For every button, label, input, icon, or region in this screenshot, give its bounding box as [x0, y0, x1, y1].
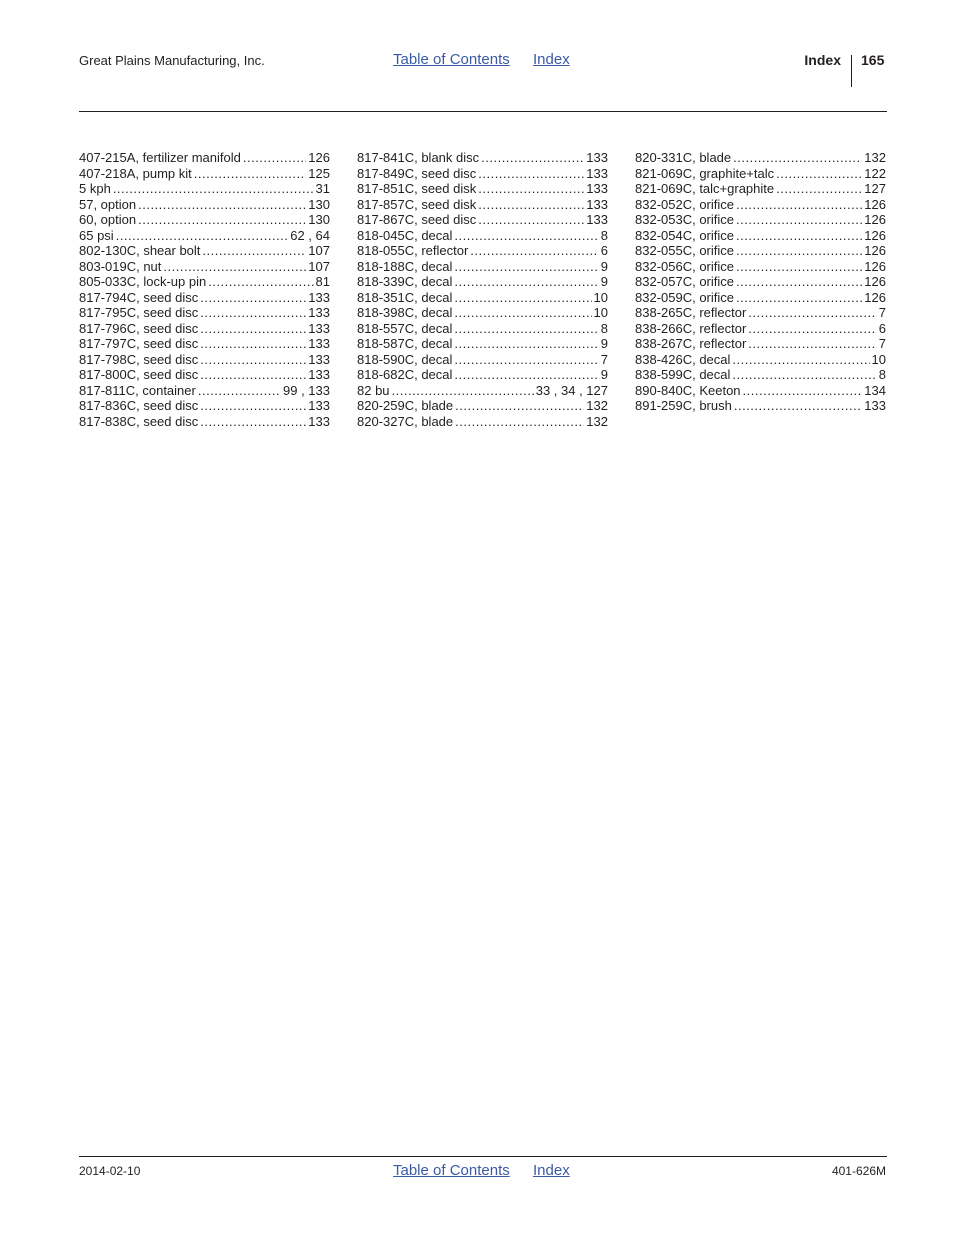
- index-entry-page[interactable]: 133: [308, 398, 330, 413]
- index-entry[interactable]: [79, 166, 330, 182]
- dot-leader: [455, 398, 584, 414]
- index-entry-page[interactable]: 133: [308, 336, 330, 351]
- index-entry-label: 818-590C, decal: [357, 351, 453, 367]
- index-entry[interactable]: [79, 398, 330, 414]
- index-entry-label: 832-056C, orifice: [635, 258, 734, 274]
- index-entry[interactable]: [635, 305, 886, 321]
- index-entry-page[interactable]: 130: [308, 196, 330, 212]
- index-entry-page[interactable]: 126: [864, 196, 886, 212]
- index-entry[interactable]: [635, 321, 886, 337]
- index-entry-page[interactable]: 6: [600, 243, 608, 258]
- index-entry[interactable]: [79, 367, 330, 383]
- index-entry-page[interactable]: 126: [864, 289, 886, 305]
- index-entry-label: 817-796C, seed disc: [79, 320, 199, 336]
- index-column-2: [357, 150, 608, 429]
- page-header: [0, 0, 954, 112]
- index-entry-page[interactable]: 9: [600, 274, 608, 289]
- index-entry[interactable]: [357, 321, 608, 337]
- index-entry-label: 817-794C, seed disc: [79, 289, 199, 305]
- index-entry-page[interactable]: 133: [308, 320, 330, 336]
- index-entry-label: 832-054C, orifice: [635, 227, 734, 243]
- dot-leader: [200, 414, 306, 430]
- index-column-3: [635, 150, 886, 414]
- index-entry-page[interactable]: 7: [878, 336, 886, 351]
- index-entry-page[interactable]: 132: [864, 150, 886, 165]
- dot-leader: [736, 259, 862, 275]
- index-entry[interactable]: [79, 305, 330, 321]
- index-entry-page[interactable]: 133: [308, 305, 330, 320]
- index-entry[interactable]: [635, 383, 886, 399]
- section-title: Index: [804, 52, 841, 68]
- index-entry-label: 5 kph: [79, 181, 111, 196]
- index-entry-page[interactable]: 126: [308, 150, 330, 165]
- index-entry[interactable]: [635, 336, 886, 352]
- index-entry-label: 802-130C, shear bolt: [79, 243, 201, 258]
- header-rule: [79, 111, 887, 112]
- index-entry[interactable]: [357, 259, 608, 275]
- dot-leader: [243, 150, 306, 166]
- index-entry-label: 60, option: [79, 212, 137, 227]
- index-entry-page[interactable]: 125: [308, 165, 330, 181]
- index-entry[interactable]: [357, 274, 608, 290]
- dot-leader: [454, 259, 598, 275]
- index-entry-label: 820-331C, blade: [635, 150, 732, 165]
- footer-rule: [79, 1156, 887, 1157]
- dot-leader: [200, 305, 306, 321]
- index-entry-page[interactable]: 126: [864, 227, 886, 243]
- index-entry[interactable]: [79, 352, 330, 368]
- index-entry[interactable]: [357, 243, 608, 259]
- index-entry-label: 817-841C, blank disc: [357, 150, 480, 165]
- index-entry-label: 832-059C, orifice: [635, 289, 734, 305]
- index-entry-label: 838-265C, reflector: [635, 305, 747, 320]
- index-entry-page[interactable]: 8: [878, 367, 886, 382]
- company-name: Great Plains Manufacturing, Inc.: [79, 53, 265, 68]
- dot-leader: [776, 181, 862, 197]
- index-entry-label: 838-599C, decal: [635, 367, 731, 382]
- dot-leader: [748, 305, 876, 321]
- index-entry[interactable]: [79, 290, 330, 306]
- index-entry[interactable]: [635, 352, 886, 368]
- dot-leader: [736, 228, 862, 244]
- dot-leader: [736, 197, 862, 213]
- dot-leader: [454, 321, 598, 337]
- index-entry-label: 817-795C, seed disc: [79, 305, 199, 320]
- index-entry-page[interactable]: 133: [586, 181, 608, 196]
- index-entry[interactable]: [357, 352, 608, 368]
- dot-leader: [392, 383, 534, 399]
- index-entry[interactable]: [635, 181, 886, 197]
- index-entry[interactable]: [357, 166, 608, 182]
- dot-leader: [202, 243, 306, 259]
- dot-leader: [113, 181, 314, 197]
- index-entry-label: 890-840C, Keeton: [635, 382, 741, 398]
- index-entry-label: 818-055C, reflector: [357, 243, 469, 258]
- index-entry-page[interactable]: 130: [308, 212, 330, 227]
- index-entry-label: 818-188C, decal: [357, 258, 453, 274]
- index-entry[interactable]: [357, 150, 608, 166]
- index-entry-page[interactable]: 7: [878, 305, 886, 320]
- index-entry-label: 407-215A, fertilizer manifold: [79, 150, 241, 165]
- dot-leader: [470, 243, 598, 259]
- index-entry[interactable]: [635, 290, 886, 306]
- index-entry[interactable]: [79, 414, 330, 430]
- index-entry-label: 57, option: [79, 196, 137, 212]
- index-entry-page[interactable]: 126: [864, 274, 886, 289]
- index-entry[interactable]: [79, 259, 330, 275]
- dot-leader: [776, 166, 862, 182]
- index-entry[interactable]: [357, 414, 608, 430]
- index-entry[interactable]: [79, 197, 330, 213]
- index-entry-page[interactable]: 126: [864, 212, 886, 227]
- dot-leader: [116, 228, 289, 244]
- index-entry[interactable]: [635, 212, 886, 228]
- index-entry-page[interactable]: 132: [586, 398, 608, 413]
- index-entry-label: 817-811C, container: [79, 382, 196, 398]
- index-entry-page[interactable]: 133: [586, 165, 608, 181]
- index-entry-label: 82 bu: [357, 382, 390, 398]
- index-entry[interactable]: [357, 336, 608, 352]
- footer-table-of-contents-link[interactable]: Table of Contents: [393, 1162, 510, 1179]
- dot-leader: [454, 305, 591, 321]
- index-entry[interactable]: [635, 398, 886, 414]
- index-entry-page[interactable]: 10: [593, 289, 608, 305]
- dot-leader: [194, 166, 307, 182]
- index-entry[interactable]: [79, 383, 330, 399]
- index-entry-label: 817-849C, seed disc: [357, 165, 477, 181]
- index-entry-label: 817-867C, seed disc: [357, 212, 477, 227]
- index-entry-page[interactable]: 133: [308, 413, 330, 429]
- index-entry-label: 818-045C, decal: [357, 227, 453, 243]
- dot-leader: [208, 274, 313, 290]
- index-entry-page[interactable]: 9: [600, 258, 608, 274]
- index-entry-page[interactable]: 134: [864, 382, 886, 398]
- dot-leader: [736, 212, 862, 228]
- dot-leader: [734, 398, 862, 414]
- index-entry-label: 817-838C, seed disc: [79, 413, 199, 429]
- index-entry[interactable]: [357, 290, 608, 306]
- header-table-of-contents-link[interactable]: Table of Contents: [393, 51, 510, 68]
- index-entry[interactable]: [635, 274, 886, 290]
- index-entry-label: 817-836C, seed disc: [79, 398, 199, 413]
- index-entry[interactable]: [635, 166, 886, 182]
- dot-leader: [478, 166, 584, 182]
- index-entry-page[interactable]: 33 , 34 , 127: [535, 382, 608, 398]
- index-entry-page[interactable]: 62 , 64: [290, 227, 330, 243]
- index-entry[interactable]: [357, 367, 608, 383]
- index-entry-label: 65 psi: [79, 227, 114, 243]
- index-entry-label: 818-557C, decal: [357, 320, 453, 336]
- index-entry-label: 817-851C, seed disk: [357, 181, 477, 196]
- page-number: 165: [861, 52, 885, 68]
- dot-leader: [481, 150, 584, 166]
- index-entry[interactable]: [357, 398, 608, 414]
- index-entry-label: 407-218A, pump kit: [79, 165, 192, 181]
- index-entry[interactable]: [635, 367, 886, 383]
- dot-leader: [743, 383, 863, 399]
- dot-leader: [454, 367, 598, 383]
- index-entry[interactable]: [79, 150, 330, 166]
- dot-leader: [200, 336, 306, 352]
- index-entry-label: 818-682C, decal: [357, 367, 453, 382]
- index-entry[interactable]: [79, 212, 330, 228]
- index-entry-page[interactable]: 107: [308, 258, 330, 274]
- index-entry[interactable]: [79, 228, 330, 244]
- index-entry-page[interactable]: 8: [600, 320, 608, 336]
- index-entry-page[interactable]: 31: [315, 181, 330, 196]
- dot-leader: [732, 352, 869, 368]
- index-entry[interactable]: [635, 259, 886, 275]
- dot-leader: [478, 212, 584, 228]
- dot-leader: [200, 321, 306, 337]
- index-entry-page[interactable]: 133: [586, 196, 608, 212]
- index-entry-page[interactable]: 133: [586, 150, 608, 165]
- index-entry[interactable]: [357, 181, 608, 197]
- index-entry-page[interactable]: 8: [600, 227, 608, 243]
- index-entry-label: 832-053C, orifice: [635, 212, 734, 227]
- index-entry-label: 838-426C, decal: [635, 351, 731, 367]
- index-entry-label: 820-327C, blade: [357, 413, 454, 429]
- index-entry[interactable]: [635, 243, 886, 259]
- index-entry-page[interactable]: 133: [308, 367, 330, 382]
- index-entry[interactable]: [79, 336, 330, 352]
- index-entry-page[interactable]: 10: [593, 305, 608, 320]
- index-entry[interactable]: [635, 228, 886, 244]
- index-entry-page[interactable]: 9: [600, 367, 608, 382]
- index-entry-page[interactable]: 107: [308, 243, 330, 258]
- index-entry-page[interactable]: 133: [586, 212, 608, 227]
- dot-leader: [478, 181, 584, 197]
- dot-leader: [138, 212, 306, 228]
- dot-leader: [748, 321, 876, 337]
- index-entry-page[interactable]: 122: [864, 165, 886, 181]
- index-entry[interactable]: [635, 150, 886, 166]
- index-entry-label: 891-259C, brush: [635, 398, 732, 413]
- dot-leader: [200, 367, 306, 383]
- dot-leader: [454, 274, 598, 290]
- dot-leader: [454, 352, 598, 368]
- dot-leader: [732, 367, 876, 383]
- index-entry-label: 832-057C, orifice: [635, 274, 734, 289]
- dot-leader: [163, 259, 306, 275]
- index-entry-page[interactable]: 7: [600, 351, 608, 367]
- header-divider: [851, 55, 852, 87]
- index-entry-label: 821-069C, talc+graphite: [635, 181, 775, 196]
- dot-leader: [736, 290, 862, 306]
- dot-leader: [454, 336, 598, 352]
- index-entry[interactable]: [79, 243, 330, 259]
- index-entry-page[interactable]: 133: [308, 289, 330, 305]
- index-entry-label: 838-267C, reflector: [635, 336, 747, 351]
- index-entry-label: 817-800C, seed disc: [79, 367, 199, 382]
- footer-index-link[interactable]: Index: [533, 1162, 570, 1179]
- dot-leader: [454, 290, 591, 306]
- index-entry-label: 817-797C, seed disc: [79, 336, 199, 351]
- index-entry[interactable]: [79, 181, 330, 197]
- footer-document-number: 401-626M: [831, 1164, 886, 1178]
- index-entry-page[interactable]: 132: [586, 413, 608, 429]
- dot-leader: [478, 197, 584, 213]
- index-entry[interactable]: [79, 274, 330, 290]
- footer-date: 2014-02-10: [79, 1164, 141, 1178]
- index-entry-label: 818-587C, decal: [357, 336, 453, 351]
- dot-leader: [454, 228, 598, 244]
- dot-leader: [200, 290, 306, 306]
- index-entry[interactable]: [79, 321, 330, 337]
- index-entry-page[interactable]: 9: [600, 336, 608, 351]
- index-entry-label: 832-055C, orifice: [635, 243, 734, 258]
- index-entry[interactable]: [357, 228, 608, 244]
- dot-leader: [733, 150, 862, 166]
- index-entry-page[interactable]: 133: [864, 398, 886, 413]
- dot-leader: [200, 398, 306, 414]
- index-entry-label: 832-052C, orifice: [635, 196, 734, 212]
- index-entry-label: 803-019C, nut: [79, 258, 162, 274]
- index-entry-page[interactable]: 126: [864, 243, 886, 258]
- dot-leader: [748, 336, 876, 352]
- dot-leader: [138, 197, 306, 213]
- index-entry-page[interactable]: 81: [315, 274, 330, 289]
- index-entry-page[interactable]: 99 , 133: [283, 382, 330, 398]
- dot-leader: [736, 243, 862, 259]
- index-entry-label: 818-398C, decal: [357, 305, 453, 320]
- dot-leader: [736, 274, 862, 290]
- index-entry-page[interactable]: 133: [308, 351, 330, 367]
- index-entry-label: 821-069C, graphite+talc: [635, 165, 775, 181]
- dot-leader: [455, 414, 584, 430]
- index-entry-page[interactable]: 6: [878, 320, 886, 336]
- index-entry[interactable]: [357, 197, 608, 213]
- dot-leader: [200, 352, 306, 368]
- index-entry[interactable]: [357, 212, 608, 228]
- index-entry-label: 820-259C, blade: [357, 398, 454, 413]
- index-entry-page[interactable]: 127: [864, 181, 886, 196]
- index-entry[interactable]: [357, 305, 608, 321]
- index-entry-label: 818-339C, decal: [357, 274, 453, 289]
- dot-leader: [198, 383, 281, 399]
- index-column-1: [79, 150, 330, 429]
- index-entry[interactable]: [635, 197, 886, 213]
- index-entry-label: 805-033C, lock-up pin: [79, 274, 207, 289]
- index-entry-label: 838-266C, reflector: [635, 320, 747, 336]
- index-entry[interactable]: [357, 383, 608, 399]
- index-entry-label: 817-798C, seed disc: [79, 351, 199, 367]
- index-entry-page[interactable]: 10: [871, 351, 886, 367]
- index-entry-label: 817-857C, seed disk: [357, 196, 477, 212]
- header-index-link[interactable]: Index: [533, 51, 570, 68]
- index-entry-page[interactable]: 126: [864, 258, 886, 274]
- index-entry-label: 818-351C, decal: [357, 289, 453, 305]
